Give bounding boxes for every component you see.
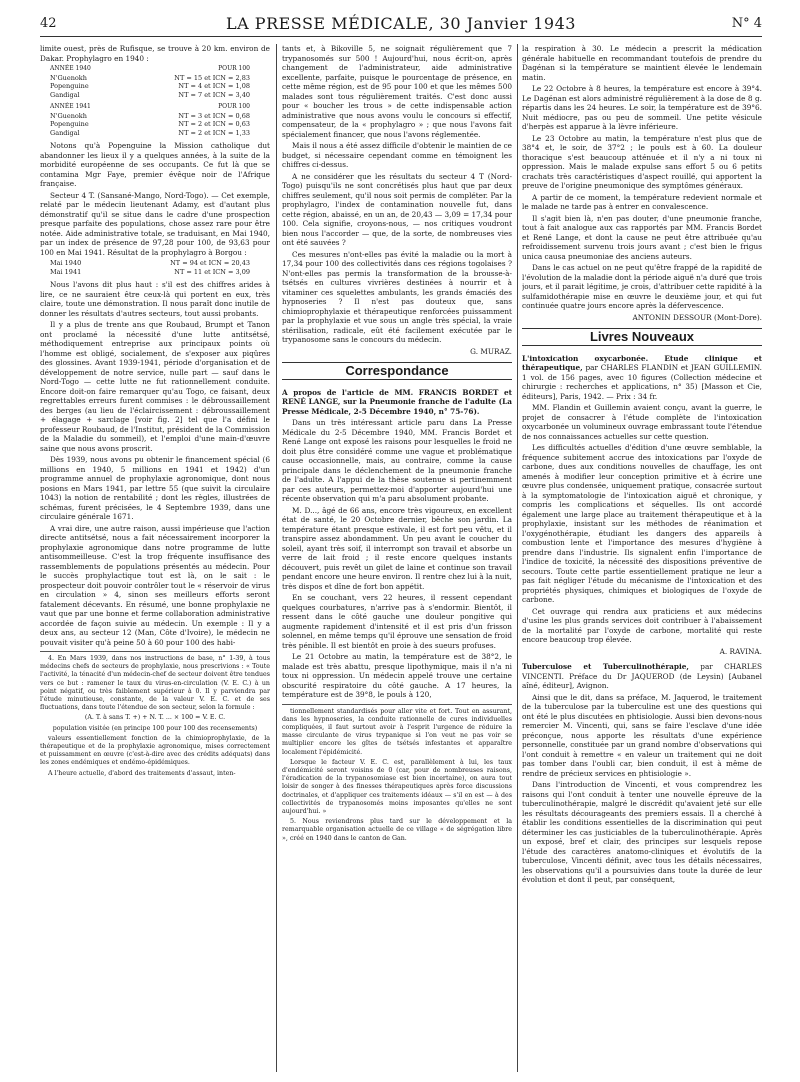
signature: ANTONIN DESSOUR (Mont-Dore).	[632, 312, 762, 322]
column-3	[522, 44, 762, 1074]
paragraph: Le 22 Octobre à 8 heures, la température est encore à 39°4. Le Dagénan est alors administré régulièrement à la dose de 8 g. répartis dans les 24 heures. Le soir, la température est de 39°6. Nuit médiocre, pas ou peu de sommeil. Une petite vésicule d'herpès est apparue à la lèvre inférieure.	[522, 84, 762, 131]
column-2	[282, 44, 512, 1074]
section-title-correspondance: Correspondance	[282, 362, 512, 380]
paragraph: Secteur 4 T. (Sansané-Mango, Nord-Togo). — Cet exemple, relaté par le médecin lieutenant Adamy, est d'autant plus démonstratif qu'il se situe dans le cadre d'une prospection presque parfaite des populations, chose assez rare pour être notée. Aide administrative totale, se traduisant, en Mai 1940, par un index de présence de 97,28 pour 100, de 93,63 pour 100 en Mai 1941. Résultat de la prophylagro à Borgou :	[40, 190, 270, 257]
formula: (A. T. à sans T. +) + N. T. ... × 100 = V. E. C.	[84, 714, 226, 722]
book-title: L'intoxication oxycarbonée. Etude clinique et thérapeutique,	[522, 353, 762, 372]
journal-title: LA PRESSE MÉDICALE, 30 Janvier 1943	[226, 14, 576, 33]
paragraph: Mais il nous a été assez difficile d'obtenir le maintien de ce budget, si nécessaire cependant comme en témoignent les chiffres ci-dessus.	[282, 141, 512, 169]
signature: A. RAVINA.	[719, 646, 762, 656]
paragraph: Les difficultés actuelles d'édition d'une œuvre semblable, la fréquence subitement accrue des intoxications par l'oxyde de carbone, dues aux conditions nouvelles de chauffage, les ont amenés à modifier leur conception primitive et à écrire une œuvre plus condensée, uniquement pratique, consacrée surtout à la symptomatologie de l'intoxication aiguë et chronique, y compris les complications et séquelles. Ils ont accordé également une large place au traitement thérapeutique et à la prophylaxie, insistant sur les méthodes de réanimation et l'oxygénothérapie, étudiant les dangers des appareils à combustion lente et l'importance des mesures d'hygiène à prendre dans l'industrie. Ils signalent enfin l'importance de l'indice de toxicité, la nécessité des dispositions préventive de secours. Toute cette partie essentiellement pratique ne leur a pas fait négliger l'étude du mécanisme de l'intoxication et des propriétés physiques, chimiques et biologiques de l'oxyde de carbone.	[522, 443, 762, 604]
paragraph: A ne considérer que les résultats du secteur 4 T (Nord-Togo) puisqu'ils ne sont concrétisés plus haut que par deux chiffres seulement, qu'il nous soit permis de compléter. Par la prophylagro, l'index de contamination nouvelle fut, dans cette région, abaissé, en un an, de 20,43 — 3,09 = 17,34 pour 100. Cela signifie, croyons-nous, — nos critiques voudront bien nous l'accorder — que, de la sorte, de nombreuses vies ont été sauvées ?	[282, 171, 512, 247]
paragraph: Il s'agit bien là, n'en pas douter, d'une pneumonie franche, tout à fait analogue aux cas rapportés par MM. Francis Bordet et René Lange, et dont la cause ne peut être attribuée qu'au refroidissement survenu trois jours avant ; c'est bien le frigus unica causa pneumoniae des anciens auteurs.	[522, 213, 762, 261]
formula-denominator: population visitée (en principe 100 pour 100 des recensements)	[52, 724, 258, 732]
page-number: 42	[40, 16, 57, 31]
paragraph: Il y a plus de trente ans que Roubaud, Brumpt et Tanon ont proclamé la nécessité d'une lutte antitsétsé, méthodiquement entreprise aux principaux points où l'homme est obligé, socialement, de s'exposer aux piqûres des glossines. Avant 1939-1941, période d'organisation et de développement de notre service, nulle part — sauf dans le Nord-Togo — cette lutte ne fut rationnellement conduite. Encore doit-on faire remarquer qu'au Togo, ce faisant, deux regrettables erreurs furent commises : le débroussaillement des berges (au lieu de l'éclaircissement : débroussaillement + élagage + sarclage [voir fig. 2] tel que l'a défini le professeur Roubaud, de l'Institut, président de la Commission de la Maladie du sommeil), et l'emploi d'une main-d'œuvre saine que nous avons proscrit.	[40, 320, 270, 453]
footnote-text: valeurs essentiellement fonction de la chimioprophylaxie, de la thérapeutique et de la prophylaxie agronomique, mises correctement et puissamment en œuvre (c'est-à-dire avec des crédits adéquats) dans les zones endémiques et endémo-épidémiques.	[40, 734, 270, 767]
table-unit: POUR 100	[218, 65, 250, 72]
footnote-text: 5. Nous reviendrons plus tard sur le développement et la remarquable organisation actuelle de ce village « de ségrégation libre », créé en 1940 dans le canton de Gan.	[282, 818, 512, 842]
paragraph: Notons qu'à Popenguine la Mission catholique dut abandonner les lieux il y a quelques années, à la suite de la morbidité européenne de ses occupants. Ce fut là que se contamina Mgr Faye, premier évêque noir de l'Afrique française.	[40, 141, 270, 188]
table-row: N'Guenokh NT = 15 et ICN = 2,83	[50, 73, 250, 82]
table-row: Popenguine NT = 4 et ICN = 1,08	[50, 82, 250, 90]
paragraph: tants et, à Bikoville 5, ne soignait régulièrement que 7 trypanosomés sur 500 ! Aujourd'hui, nous écrit-on, après changement de l'administrateur, aide administrative excellente, parfaite, puisque le pourcentage de présence, en cette même région, est de 95 pour 100 et que les mêmes 500 malades sont tous régulièrement traités. C'est donc aussi pour « boucher les trous » de cette indispensable action administrative que nous avons voulu le concours si effectif, compensateur, de la « prophylagro » ; que nous l'avons fait spécialement financer, que nous l'avons réglementée.	[282, 44, 512, 139]
footnote-text: Lorsque le facteur V. E. C. est, parallèlement à lui, les taux d'endémicité seront voisins de 0 (car, pour de nombreuses raisons, l'éradication de la trypanosomiase est bien incertaine), on aura tout loisir de songer à des finesses thérapeutiques après force discussions doctrinales, et d'appliquer ces traitements idéaux — s'il en est — à des collectivités de trypanosomés moins imposantes qu'elles ne sont aujourd'hui. »	[282, 758, 512, 815]
column-divider	[517, 44, 518, 1072]
footnote	[282, 704, 512, 843]
table-row: Gandigal NT = 2 et ICN = 1,33	[50, 128, 250, 137]
paragraph: En se couchant, vers 22 heures, il ressent cependant quelques courbatures, n'arrive pas à s'endormir. Bientôt, il ressent dans le côté gauche une douleur pongitive qui augmente rapidement d'intensité et il est pris d'un frisson solennel, en même temps qu'il éprouve une sensation de froid très pénible. Il est bientôt en proie à des sueurs profuses.	[282, 593, 512, 650]
paragraph: MM. Flandin et Guillemin avaient conçu, avant la guerre, le projet de consacrer à l'étude complète de l'intoxication oxycarbonée un volumineux ouvrage embrassant toute l'étendue de nos connaissances actuelles sur cette question.	[522, 403, 762, 441]
footnote-text: 4. En Mars 1939, dans nos instructions de base, n° 1-39, à tous médecins chefs de secteurs de prophylaxie, nous prescrivions : « Toute l'activité, la ténacité d'un médecin-chef de secteur doivent être tendues vers ce but : ramener le taux du virus-en-circulation (V. E. C.) à un point négatif, ou très faiblement supérieur à 0. Il y parviendra par l'étude minutieuse, constante, de la valeur V. E. C. et de ses fluctuations, dans toute l'étendue de son secteur, selon la formule :	[40, 655, 270, 712]
issue-number: N° 4	[731, 16, 762, 31]
footnote-text: tionnellement standardisés pour aller vite et fort. Tout en assurant, dans les hypnoseries, la conduite rationnelle de cures individuelles compliquées, il faut surtout avoir à l'esprit l'urgence de réduire la masse circulante de virus trypanique si l'on veut ne pas voir se multiplier encore les gîtes de tsétsés infestantes et apparaître localement l'épidémicité.	[282, 707, 512, 756]
table-borgou	[50, 259, 250, 276]
table-unit: POUR 100	[218, 103, 250, 110]
paragraph: limite ouest, près de Rufisque, se trouve à 20 km. environ de Dakar. Prophylagro en 1940 :	[40, 44, 270, 63]
table-row: Mai 1940 NT = 94 et ICN = 20,43	[50, 259, 250, 267]
table-year: ANNÉE 1940	[50, 65, 91, 72]
section-title-livres-nouveaux: Livres Nouveaux	[522, 328, 762, 346]
paragraph: Ainsi que le dit, dans sa préface, M. Jaquerod, le traitement de la tuberculose par la tuberculine est une des questions qui ont été le plus discutées en phtisiologie. Aussi bien devons-nous remercier M. Vincenti, qui, sans se faire l'esclave d'une idée préconçue, nous apporte les résultats d'une expérience personnelle, constituée par un grand nombre d'observations qui l'ont conduit à remettre « en valeur un traitement qui ne doit pas tomber dans l'oubli car, bien conduit, il est à même de rendre de précieux services en phtisiologie ».	[522, 692, 762, 778]
paragraph: Dans le cas actuel on ne peut qu'être frappé de la rapidité de l'évolution de la maladie dont la période aiguë n'a duré que trois jours, et il parait légitime, je crois, d'attribuer cette rapidité à la sulfamidothérapie mise en œuvre le deuxième jour, et qui fut continuée quatre jours encore après la défervescence.	[522, 263, 762, 310]
paragraph: M. D..., âgé de 66 ans, encore très vigoureux, en excellent état de santé, le 20 Octobre dernier, bêche son jardin. La température étant presque estivale, il est fort peu vêtu, et il transpire assez abondamment. Un peu avant le coucher du soleil, ayant très soif, il interrompt son travail et absorbe un verre de lait froid ; il reste encore quelques instants découvert, puis revêt un gilet de laine et continue son travail pendant encore une heure environ. Il rentre chez lui à la nuit, très dispos et dîne de fort bon appétit.	[282, 505, 512, 591]
book-title: Tuberculose et Tuberculinothérapie,	[522, 662, 689, 671]
paragraph: Nous l'avons dit plus haut : s'il est des chiffres arides à lire, ce ne sauraient être ceux-là qui portent en eux, très claire, toute une démonstration. Il nous paraît donc inutile de donner les résultats d'autres secteurs, tout aussi probants.	[40, 280, 270, 318]
paragraph: Le 21 Octobre au matin, la température est de 38°2, le malade est très abattu, presque lipothymique, mais il n'a ni toux ni oppression. Un médecin appelé trouve une certaine obscurité respiratoire du côté gauche. A 17 heures, la température est de 39°8, le pouls à 120,	[282, 652, 512, 699]
signature: G. MURAZ.	[470, 346, 512, 356]
page-header	[40, 14, 762, 37]
table-1940	[50, 65, 250, 99]
table-row: Gandigal NT = 7 et ICN = 3,40	[50, 90, 250, 99]
book-reference: par CHARLES FLANDIN et JEAN GUILLEMIN. 1 vol. de 156 pages, avec 10 figures (Collection médecine et chirurgie : recherches et applications, n° 35) [Masson et Cie, éditeurs], Paris, 1942. — Prix : 34 fr.	[522, 363, 762, 401]
footnote-text: A l'heure actuelle, d'abord des traitements d'assaut, inten-	[48, 769, 236, 777]
paragraph: Dans l'introduction de Vincenti, et vous comprendrez les raisons qui l'ont conduit à tenter une nouvelle épreuve de la tuberculinothérapie, malgré le discrédit qu'avaient jeté sur elle les résultats décourageants des premiers essais. Il a cherché à établir les conditions essentielles de la discrimination qui peut déterminer les cas justiciables de la tuberculinothérapie. Après un exposé, bref et clair, des principes sur lesquels repose l'étude des caractères anatomo-cliniques et évolutifs de la tuberculose, Vincenti définit, avec tous les détails nécessaires, les observations qu'il a poursuivies dans toute la durée de leur évolution et dont il peut, par conséquent,	[522, 780, 762, 884]
paragraph: A vrai dire, une autre raison, aussi impérieuse que l'action directe antitsétsé, nous a fait nécessairement incorporer la prophylaxie agronomique dans notre programme de lutte antisommeilleuse. C'est la trop fréquente insuffisance des rassemblements de populations présentés au médecin. Pour le succès prophylactique tout est là, on le sait : le prospecteur doit pouvoir contrôler tout le « réservoir de virus en circulation » 4, sinon ses meilleurs efforts seront fatalement décevants. En résumé, une bonne prophylaxie ne vaut que par une bonne et ferme collaboration administrative accordée de façon suivie au médecin. Un exemple : Il y a deux ans, au secteur 12 (Man, Côte d'Ivoire), le médecin ne pouvait visiter qu'à peine 50 à 60 pour 100 des habi-	[40, 523, 270, 647]
column-1	[40, 44, 270, 1074]
footnote	[40, 651, 270, 778]
table-year: ANNÉE 1941	[50, 103, 91, 110]
book-review-1-header	[522, 354, 762, 402]
paragraph: A partir de ce moment, la température redevient normale et le malade ne tarde pas à entrer en convalescence.	[522, 192, 762, 211]
table-row: Popenguine NT = 2 et ICN = 0,63	[50, 120, 250, 128]
table-row: Mai 1941 NT = 11 et ICN = 3,09	[50, 267, 250, 276]
paragraph: Cet ouvrage qui rendra aux praticiens et aux médecins d'usine les plus grands services doit contribuer à l'abaissement de la mortalité par l'oxyde de carbone, mortalité qui reste encore beaucoup trop élevée.	[522, 606, 762, 644]
paragraph: Dès 1939, nous avons pu obtenir le financement spécial (6 millions en 1940, 5 millions en 1941 et 1942) d'un programme annuel de prophylaxie agronomique, dont nous posions en Mars 1941, par lettre 55 (que suivit la circulaire 1043) la notion de rentabilité ; dont les règles, illustrées de schémas, furent précisées, le 4 Septembre 1939, dans une circulaire générale 1671.	[40, 455, 270, 521]
column-divider	[276, 44, 277, 1072]
paragraph: Le 23 Octobre au matin, la température n'est plus que de 38°4 et, le soir, de 37°2 ; le pouls est à 60. La douleur thoracique s'est beaucoup atténuée et il n'y a ni toux ni oppression. Mais le malade expulse sans effort 5 ou 6 petits crachats très caractéristiques d'aspect rouillé, qui apportent la preuve de l'origine pneumonique des symptômes généraux.	[522, 133, 762, 190]
paragraph: Ces mesures n'ont-elles pas évité la maladie ou la mort à 17,34 pour 100 des collectivités dans ces régions togolaises ? N'ont-elles pas permis la transformation de la brousse-à-tsétsés en cultures vivrières destinées à nourrir et à vitaminer ces squelettes ambulants, les grands émaciés des hypnoseries ? Il n'est pas douteux que, sans chimioprophylaxie et thérapeutique renforcées puissamment par la prophylaxie et vue sous un angle très spécial, la vraie stérilisation, radicale, eût été facilement exécutée par le trypanosome sans le concours du médecin.	[282, 249, 512, 344]
book-reference: par CHARLES VINCENTI. Préface du Dr JAQUEROD (de Leysin) [Aubanel aîné, éditeur], Avignon.	[522, 662, 762, 690]
table-1941	[50, 103, 250, 137]
paragraph: Dans un très intéressant article paru dans La Presse Médicale du 2-5 Décembre 1940, MM. Francis Bordet et René Lange ont exposé les raisons pour lesquelles le froid ne doit plus être considéré comme une vague et problématique cause occasionnelle, mais, au contraire, comme la cause principale dans le déclenchement de la pneumonie franche de l'adulte. A l'appui de la thèse soutenue si pertinemment par ces auteurs, permettez-moi d'apporter aujourd'hui une récente observation qui m'a paru absolument probante.	[282, 418, 512, 503]
paragraph: la respiration à 30. Le médecin a prescrit la médication générale habituelle en recommandant toutefois de prendre du Dagénan si la température se maintient élevée le lendemain matin.	[522, 44, 762, 82]
correspondence-heading: A propos de l'article de MM. FRANCIS BORDET et RENÉ LANGE, sur la Pneumonie franche de l'adulte (La Presse Médicale, 2-5 Décembre 1940, n° 75-76).	[282, 387, 512, 416]
book-review-2-header	[522, 662, 762, 691]
table-row: N'Guenokh NT = 3 et ICN = 0,68	[50, 111, 250, 120]
